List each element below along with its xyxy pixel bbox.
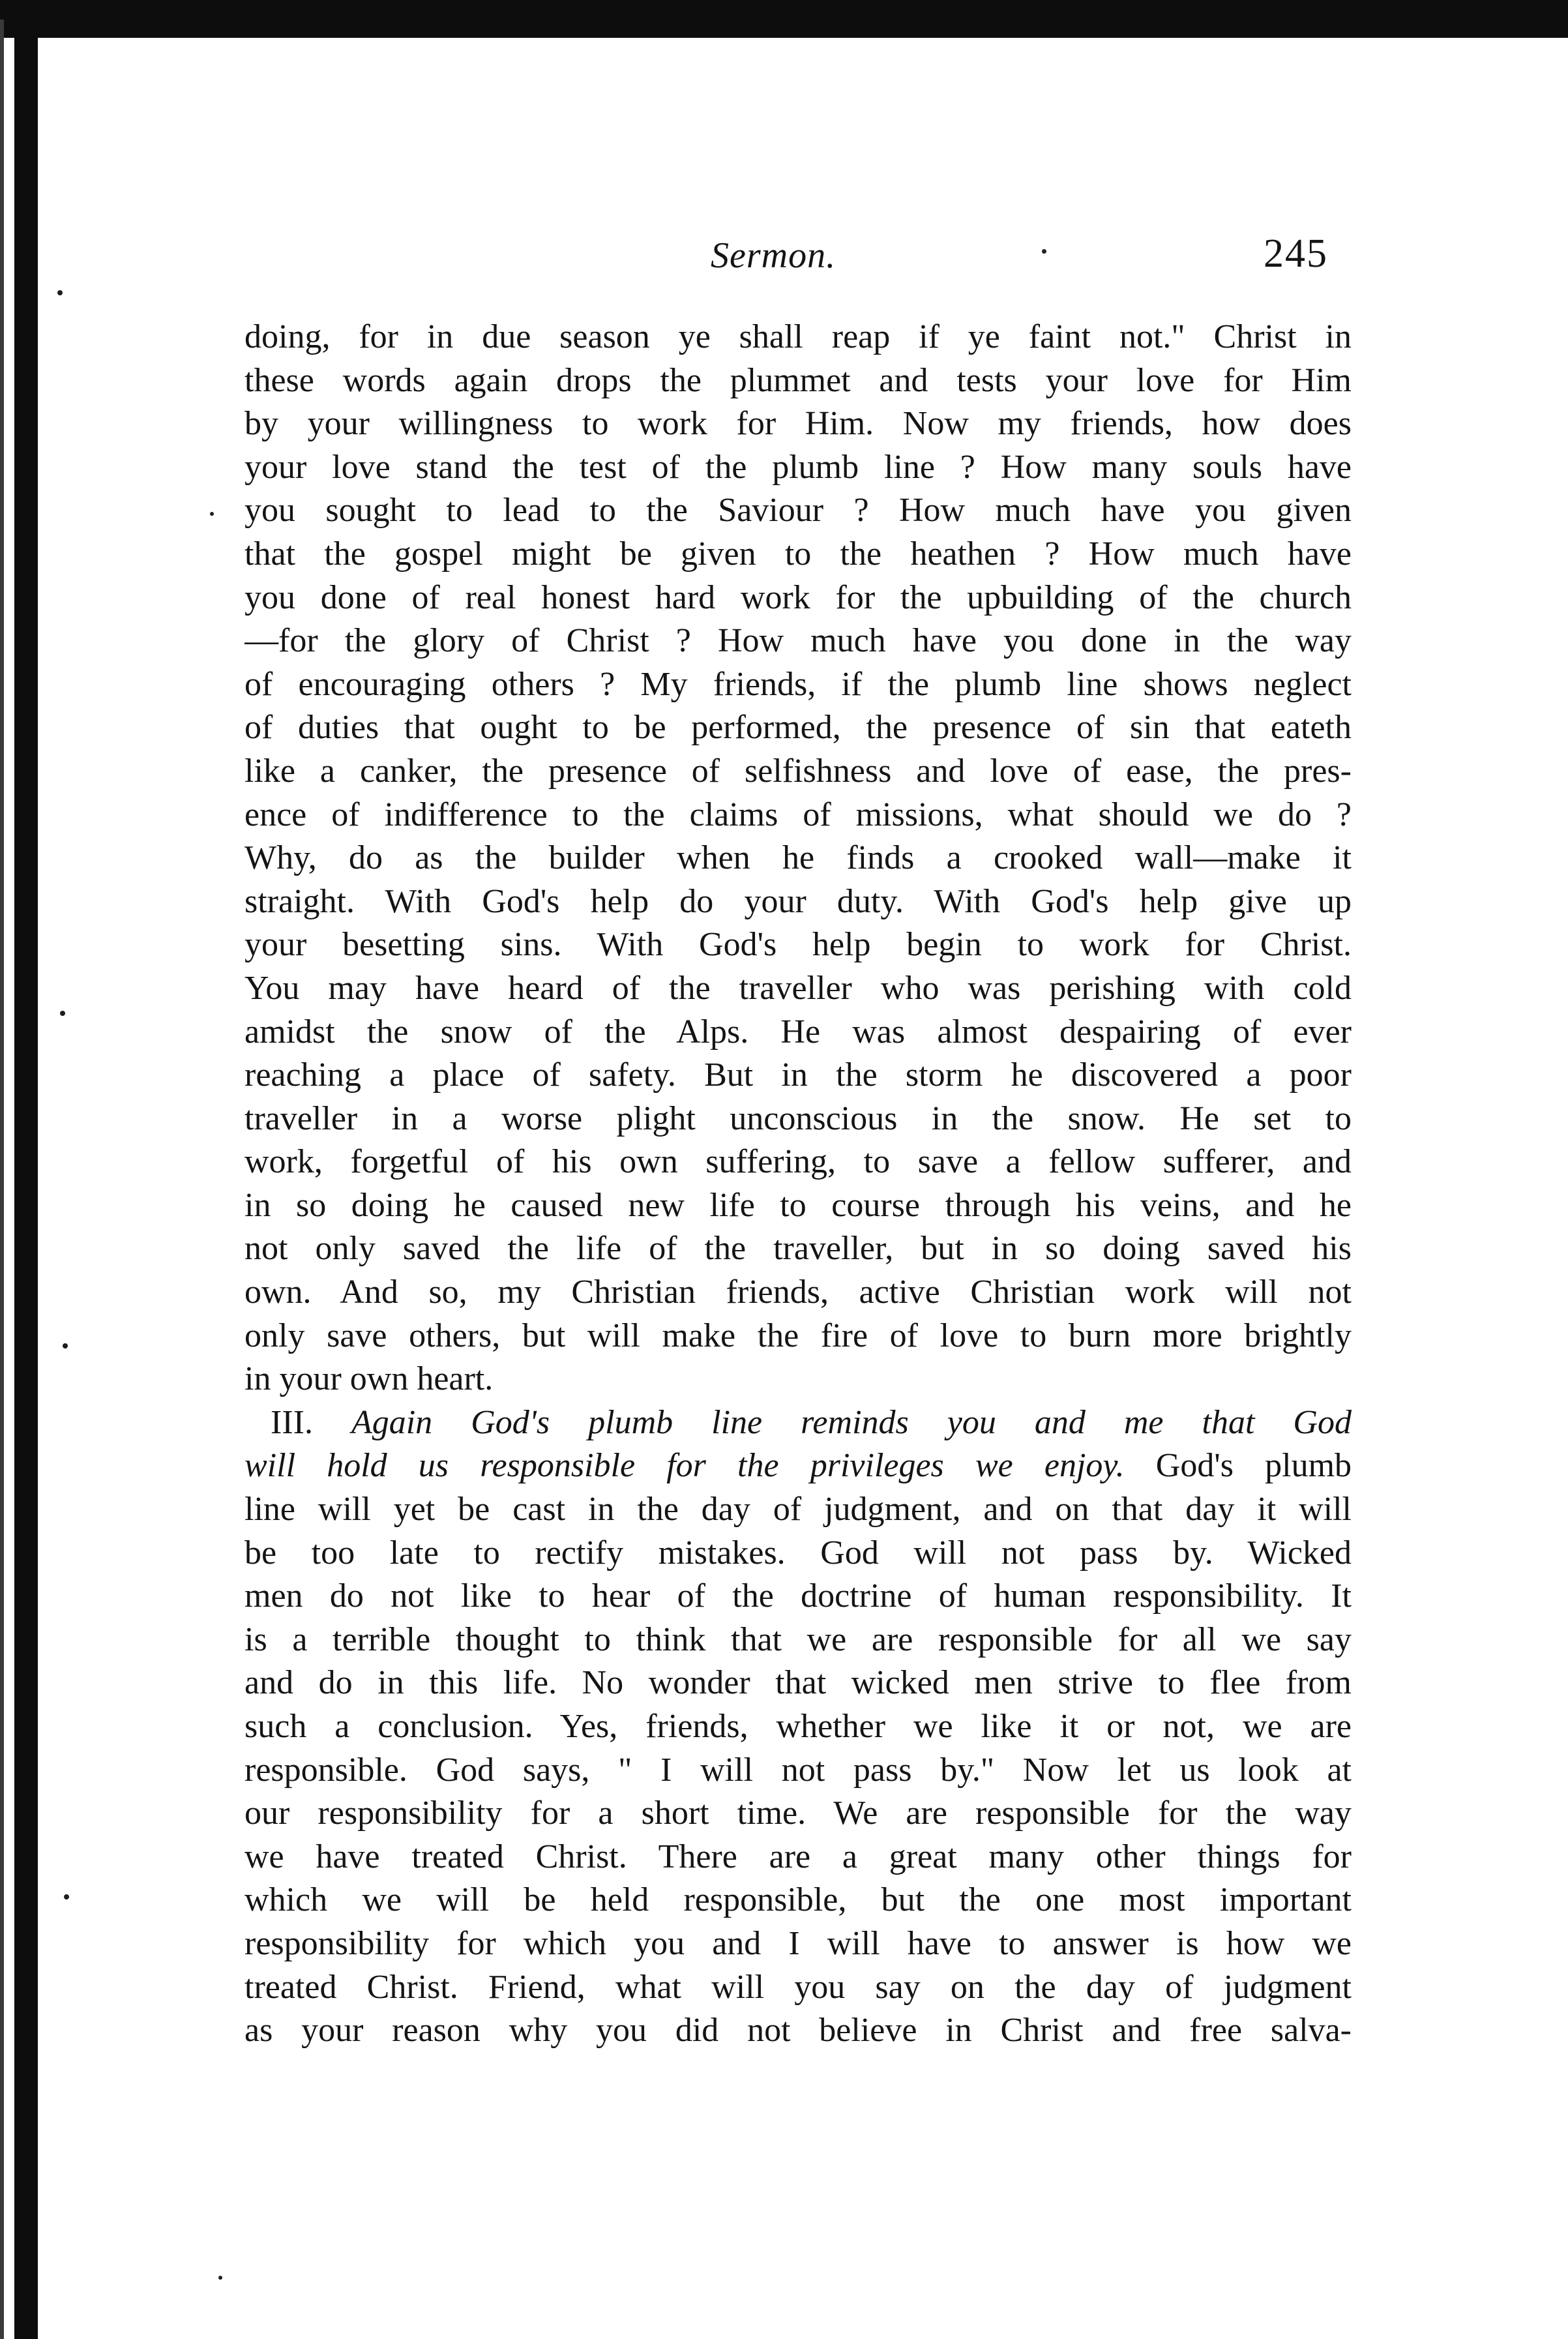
section-heading-line	[244, 1401, 1352, 1445]
text-line: treated Christ. Friend, what will you say on the day of judgment	[244, 1968, 1352, 2006]
section-heading-italic: will hold us responsible for the privileges we enjoy.	[244, 1447, 1125, 1485]
header-dot	[1042, 249, 1046, 254]
text-line: which we will be held responsible, but the one most important	[244, 1881, 1352, 1919]
text-line: these words again drops the plummet and tests your love for Him	[244, 361, 1352, 399]
text-line: —for the glory of Christ ? How much have you done in the way	[244, 622, 1352, 660]
scan-speck	[64, 1894, 69, 1900]
text-line: in so doing he caused new life to course through his veins, and he	[244, 1186, 1352, 1224]
text-line: you done of real honest hard work for the upbuilding of the church	[244, 578, 1352, 616]
section-heading-italic: Again God's plumb line reminds you and me that God	[351, 1403, 1352, 1441]
text-line: reaching a place of safety. But in the storm he discovered a poor	[244, 1056, 1352, 1094]
scan-speck	[210, 512, 214, 516]
text-line: such a conclusion. Yes, friends, whether we like it or not, we are	[244, 1708, 1352, 1745]
text-line: not only saved the life of the traveller, but in so doing saved his	[244, 1230, 1352, 1268]
text-line: Why, do as the builder when he finds a crooked wall—make it	[244, 839, 1352, 877]
scan-speck	[60, 1011, 65, 1016]
text-line: doing, for in due season ye shall reap if ye faint not." Christ in	[244, 318, 1352, 355]
scan-top-border	[0, 0, 1568, 38]
text-line: You may have heard of the traveller who was perishing with cold	[244, 969, 1352, 1007]
text-line: your love stand the test of the plumb line ? How many souls have	[244, 448, 1352, 486]
section-heading-line	[244, 1444, 1352, 1488]
text-line: line will yet be cast in the day of judgment, and on that day it will	[244, 1491, 1352, 1528]
text-line: be too late to rectify mistakes. God will not pass by. Wicked	[244, 1534, 1352, 1572]
text-line: straight. With God's help do your duty. With God's help give up	[244, 882, 1352, 920]
scan-speck	[63, 1343, 68, 1348]
section-heading-tail: God's plumb	[1155, 1447, 1352, 1485]
text-line: own. And so, my Christian friends, active Christian work will not	[244, 1274, 1352, 1311]
running-title: Sermon.	[711, 235, 836, 276]
section-numeral: III.	[271, 1403, 313, 1441]
text-line: as your reason why you did not believe in Christ and free salva-	[244, 2012, 1352, 2049]
text-line: is a terrible thought to think that we are responsible for all we say	[244, 1620, 1352, 1658]
scan-speck	[218, 2276, 222, 2280]
text-line: amidst the snow of the Alps. He was almost despairing of ever	[244, 1013, 1352, 1050]
page-header	[0, 231, 1568, 293]
text-line: that the gospel might be given to the heathen ? How much have	[244, 535, 1352, 573]
text-line: we have treated Christ. There are a great many other things for	[244, 1838, 1352, 1875]
text-line: our responsibility for a short time. We are responsible for the way	[244, 1795, 1352, 1832]
text-line: by your willingness to work for Him. Now my friends, how does	[244, 405, 1352, 443]
text-line: men do not like to hear of the doctrine of human responsibility. It	[244, 1577, 1352, 1615]
text-line: traveller in a worse plight unconscious in the snow. He set to	[244, 1099, 1352, 1137]
scan-left-edge	[0, 20, 4, 2339]
text-line: responsible. God says, " I will not pass by." Now let us look at	[244, 1751, 1352, 1789]
text-line: like a canker, the presence of selfishness and love of ease, the pres-	[244, 752, 1352, 790]
page-number: 245	[1264, 231, 1328, 276]
text-line: of encouraging others ? My friends, if the plumb line shows neglect	[244, 665, 1352, 703]
text-line: your besetting sins. With God's help begin to work for Christ.	[244, 926, 1352, 964]
text-line: ence of indifference to the claims of missions, what should we do ?	[244, 796, 1352, 833]
paragraph-last-line: in your own heart.	[244, 1360, 494, 1398]
body-text	[244, 316, 1352, 2053]
text-line: of duties that ought to be performed, the presence of sin that eateth	[244, 709, 1352, 747]
text-line: work, forgetful of his own suffering, to save a fellow sufferer, and	[244, 1143, 1352, 1181]
text-line: responsibility for which you and I will have to answer is how we	[244, 1924, 1352, 1962]
text-line: you sought to lead to the Saviour ? How much have you given	[244, 492, 1352, 529]
text-line: and do in this life. No wonder that wicked men strive to flee from	[244, 1664, 1352, 1702]
text-line: only save others, but will make the fire of love to burn more brightly	[244, 1317, 1352, 1354]
scan-left-border	[14, 26, 38, 2339]
